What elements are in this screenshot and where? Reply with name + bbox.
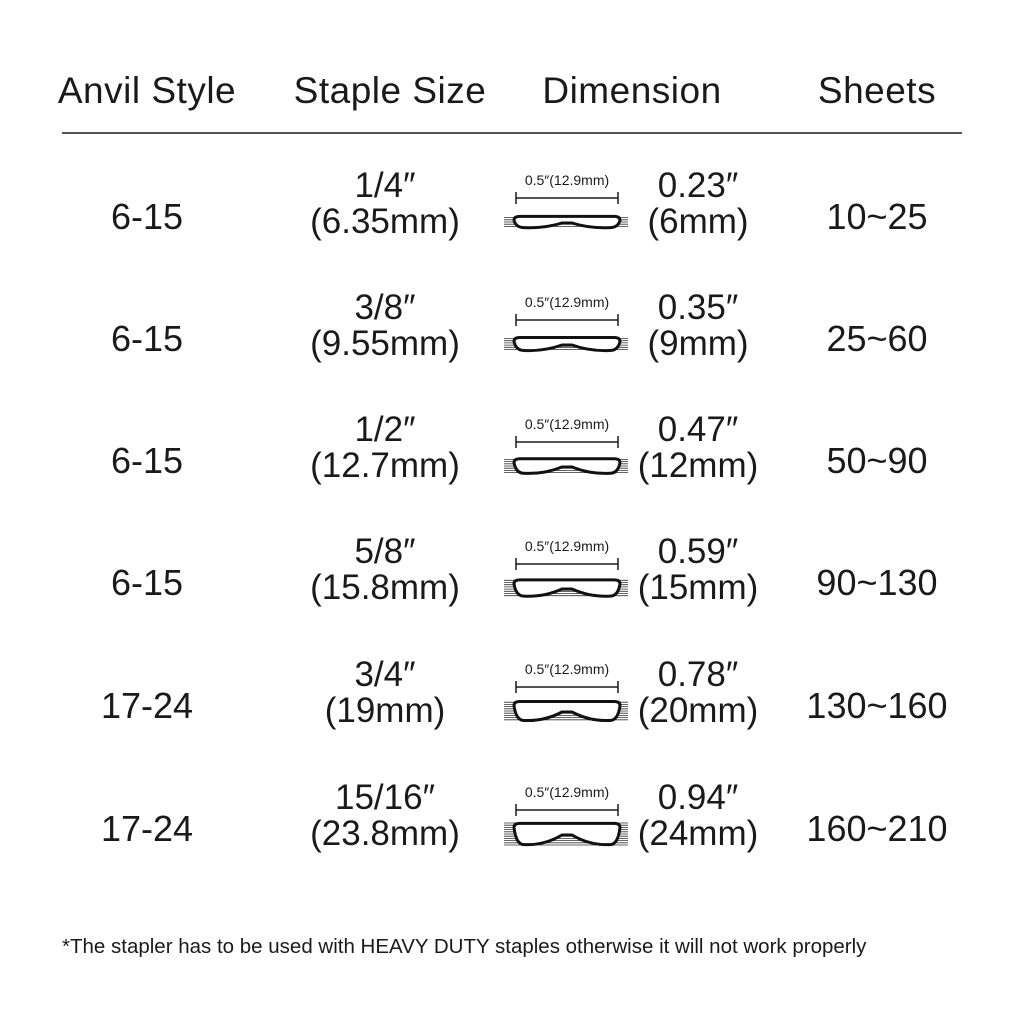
staple-width-label: 0.5″(12.9mm) bbox=[524, 416, 610, 432]
header-sheets: Sheets bbox=[817, 70, 937, 111]
staple-size-value bbox=[325, 657, 446, 729]
dimension-value bbox=[638, 412, 759, 484]
header-dimension: Dimension bbox=[542, 70, 722, 111]
dimension-value bbox=[647, 168, 748, 240]
anvil-style-value: 6-15 bbox=[110, 196, 184, 237]
staple-size-inches: 1/2″ bbox=[354, 410, 416, 449]
staple-shape bbox=[514, 338, 620, 351]
dimension-value bbox=[638, 657, 759, 729]
sheets-value: 130~160 bbox=[806, 685, 948, 726]
staple-size-value bbox=[310, 780, 460, 852]
staple-shape bbox=[514, 459, 620, 474]
dimension-value bbox=[638, 780, 759, 852]
width-dimension-line bbox=[516, 558, 618, 570]
staple-size-mm: (6.35mm) bbox=[310, 202, 460, 241]
staple-diagram bbox=[500, 410, 630, 480]
staple-width-label: 0.5″(12.9mm) bbox=[524, 661, 610, 677]
dimension-mm: (12mm) bbox=[637, 446, 759, 485]
staple-size-mm: (9.55mm) bbox=[310, 324, 460, 363]
width-dimension-line bbox=[516, 192, 618, 204]
staple-width-label: 0.5″(12.9mm) bbox=[524, 538, 610, 554]
staple-size-value bbox=[310, 534, 460, 606]
footnote: *The stapler has to be used with HEAVY DUTY staples otherwise it will not work properly bbox=[62, 935, 867, 958]
sheets-value: 50~90 bbox=[826, 440, 928, 481]
anvil-style-value: 6-15 bbox=[110, 318, 184, 359]
dimension-mm: (9mm) bbox=[647, 324, 749, 363]
staple-width-label: 0.5″(12.9mm) bbox=[524, 294, 610, 310]
dimension-inches: 0.94″ bbox=[657, 778, 739, 817]
staple-size-value bbox=[310, 412, 460, 484]
staple-size-value bbox=[310, 290, 460, 362]
staple-width-label: 0.5″(12.9mm) bbox=[524, 784, 610, 800]
table-row bbox=[0, 166, 1024, 280]
staple-shape bbox=[514, 823, 620, 844]
anvil-style-value: 17-24 bbox=[100, 808, 194, 849]
sheets-value: 90~130 bbox=[816, 562, 938, 603]
staple-size-mm: (19mm) bbox=[324, 691, 446, 730]
dimension-mm: (20mm) bbox=[637, 691, 759, 730]
table-row bbox=[0, 288, 1024, 402]
sheets-value: 160~210 bbox=[806, 808, 948, 849]
header-divider bbox=[62, 132, 962, 134]
width-dimension-line bbox=[516, 804, 618, 816]
width-dimension-line bbox=[516, 314, 618, 326]
table-row bbox=[0, 410, 1024, 524]
dimension-value bbox=[638, 534, 759, 606]
staple-size-inches: 15/16″ bbox=[335, 778, 435, 817]
table-row bbox=[0, 778, 1024, 892]
staple-size-inches: 1/4″ bbox=[354, 166, 416, 205]
staple-diagram bbox=[500, 166, 630, 236]
staple-size-mm: (15.8mm) bbox=[310, 568, 460, 607]
anvil-style-value: 6-15 bbox=[110, 562, 184, 603]
dimension-mm: (24mm) bbox=[637, 814, 759, 853]
staple-diagram bbox=[500, 532, 630, 602]
width-dimension-line bbox=[516, 681, 618, 693]
dimension-inches: 0.59″ bbox=[657, 532, 739, 571]
staple-size-mm: (23.8mm) bbox=[310, 814, 460, 853]
dimension-mm: (15mm) bbox=[637, 568, 759, 607]
staple-diagram-svg bbox=[500, 166, 630, 236]
anvil-style-value: 6-15 bbox=[110, 440, 184, 481]
dimension-inches: 0.78″ bbox=[657, 655, 739, 694]
staple-diagram-svg bbox=[500, 778, 630, 848]
staple-size-inches: 3/8″ bbox=[354, 288, 416, 327]
staple-diagram bbox=[500, 655, 630, 725]
staple-diagram-svg bbox=[500, 655, 630, 725]
staple-size-inches: 3/4″ bbox=[354, 655, 416, 694]
dimension-inches: 0.23″ bbox=[657, 166, 739, 205]
staple-size-inches: 5/8″ bbox=[354, 532, 416, 571]
dimension-inches: 0.47″ bbox=[657, 410, 739, 449]
sheets-value: 10~25 bbox=[826, 196, 928, 237]
staple-diagram-svg bbox=[500, 288, 630, 358]
header-staple-size: Staple Size bbox=[293, 70, 487, 111]
sheets-value: 25~60 bbox=[826, 318, 928, 359]
dimension-mm: (6mm) bbox=[647, 202, 749, 241]
staple-diagram-svg bbox=[500, 410, 630, 480]
width-dimension-line bbox=[516, 436, 618, 448]
staple-diagram-svg bbox=[500, 532, 630, 602]
anvil-style-value: 17-24 bbox=[100, 685, 194, 726]
staple-width-label: 0.5″(12.9mm) bbox=[524, 172, 610, 188]
table-row bbox=[0, 532, 1024, 646]
dimension-value bbox=[647, 290, 748, 362]
header-anvil-style: Anvil Style bbox=[57, 70, 237, 111]
staple-diagram bbox=[500, 778, 630, 848]
table-row bbox=[0, 655, 1024, 769]
table-header bbox=[0, 70, 1024, 120]
dimension-inches: 0.35″ bbox=[657, 288, 739, 327]
staple-diagram bbox=[500, 288, 630, 358]
staple-size-mm: (12.7mm) bbox=[310, 446, 460, 485]
staple-size-value bbox=[310, 168, 460, 240]
